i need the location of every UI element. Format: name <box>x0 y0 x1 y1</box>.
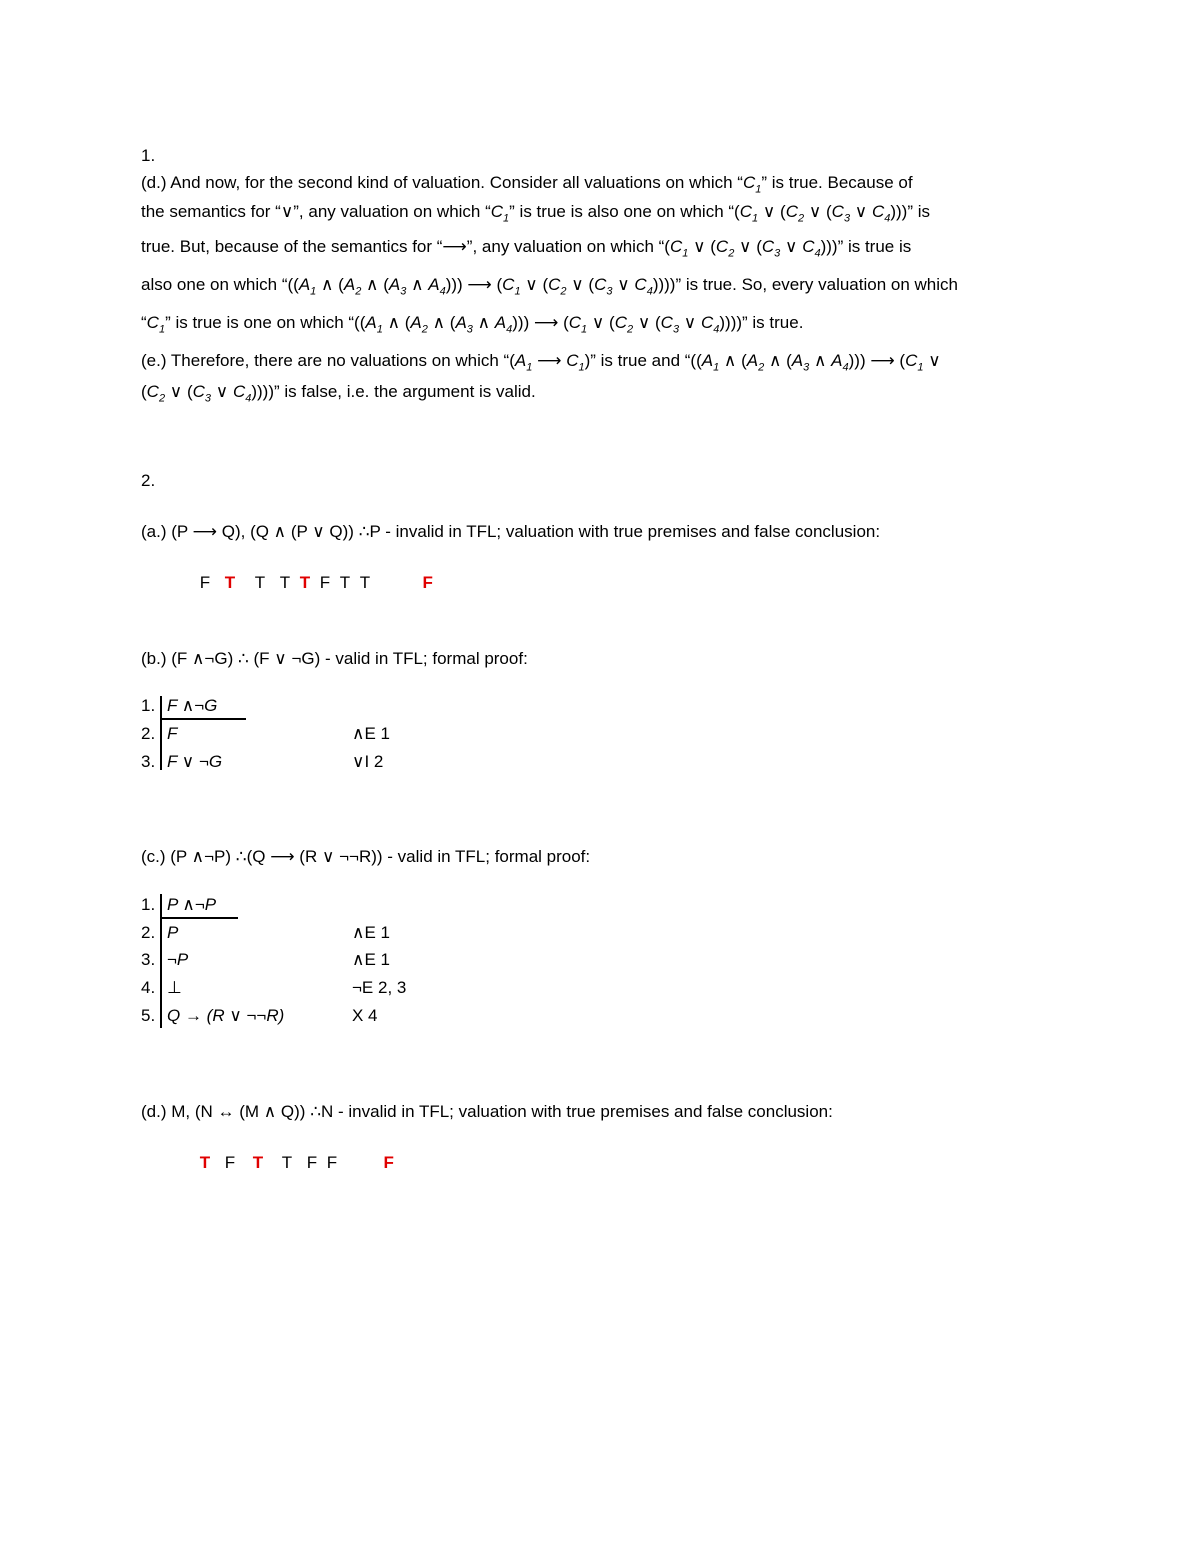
proof-formula: P <box>167 923 179 942</box>
valuation-cell: F <box>224 1153 236 1172</box>
proof-formula: F ∧¬G <box>167 696 218 715</box>
label: (d.) <box>141 1102 167 1121</box>
problem-b-statement: (b.) (F ∧¬G) ∴ (F ∨ ¬G) - valid in TFL; formal proof: <box>141 649 528 668</box>
proof-line-number: 2. <box>141 923 156 942</box>
valuation-cell: T <box>254 573 266 592</box>
section-2-number: 2. <box>141 471 156 490</box>
proof-line-number: 2. <box>141 724 156 743</box>
section-1d-line-4: also one on which “(($A_1$ ∧ ($A_2$ ∧ ($A_3$ ∧ $A_4$))) ⟶ ($C_1$ ∨ ($C_2$ ∨ ($C_3$ ∨ $C_4$))))” is true. So, every valuation on which <box>141 275 958 298</box>
proof-justification: ∧E 1 <box>352 724 390 743</box>
proof-line-number: 4. <box>141 978 156 997</box>
label: (d.) <box>141 173 167 192</box>
valuation-cell: T <box>359 573 371 592</box>
section-1e-line-1: (e.) Therefore, there are no valuations on which “($A_1$ ⟶ $C_1$)” is true and “(($A_1$ ∧ ($A_2$ ∧ ($A_3$ ∧ $A_4$))) ⟶ ($C_1$ ∨ <box>141 351 941 374</box>
proof-formula: Q → (R ∨ ¬¬R) <box>167 1006 285 1025</box>
valuation-cell: F <box>199 573 211 592</box>
section-1-number: 1. <box>141 146 156 165</box>
proof-line-number: 3. <box>141 950 156 969</box>
section-1d-line-3: true. But, because of the semantics for “⟶”, any valuation on which “($C_1$ ∨ ($C_2$ ∨ ($C_3$ ∨ $C_4$)))” is true is <box>141 237 912 260</box>
proof-justification: ¬E 2, 3 <box>352 978 407 997</box>
problem-a-valuation <box>176 553 433 613</box>
valuation-cell: T <box>281 1153 293 1172</box>
proof-line-number: 5. <box>141 1006 156 1025</box>
label: (e.) <box>141 351 167 370</box>
problem-d-valuation <box>175 1133 394 1193</box>
valuation-cell: T <box>299 573 311 592</box>
proof-formula: F <box>167 724 178 743</box>
valuation-cell: T <box>252 1153 264 1172</box>
valuation-cell: T <box>224 573 236 592</box>
valuation-cell: F <box>319 573 331 592</box>
section-1d-line-1: (d.) And now, for the second kind of valuation. Consider all valuations on which “$C_1$” is true. Because of <box>141 173 913 196</box>
valuation-cell: F <box>306 1153 318 1172</box>
section-1d-line-2: the semantics for “∨”, any valuation on which “$C_1$” is true is also one on which “($C_1$ ∨ ($C_2$ ∨ ($C_3$ ∨ $C_4$)))” is <box>141 202 931 225</box>
section-1e-line-2: ($C_2$ ∨ ($C_3$ ∨ $C_4$))))” is false, i.e. the argument is valid. <box>141 382 536 405</box>
section-1d-line-5: “$C_1$” is true is one on which “(($A_1$ ∧ ($A_2$ ∧ ($A_3$ ∧ $A_4$))) ⟶ ($C_1$ ∨ ($C_2$ ∨ ($C_3$ ∨ $C_4$))))” is true. <box>141 313 804 336</box>
proof-line-number: 1. <box>141 895 156 914</box>
problem-c-statement: (c.) (P ∧¬P) ∴(Q ⟶ (R ∨ ¬¬R)) - valid in TFL; formal proof: <box>141 847 591 866</box>
proof-formula: ¬P <box>167 950 189 969</box>
label: (c.) <box>141 847 166 866</box>
proof-formula: F ∨ ¬G <box>167 752 223 771</box>
valuation-cell: T <box>199 1153 211 1172</box>
proof-line-number: 3. <box>141 752 156 771</box>
proof-formula: P ∧¬P <box>167 895 217 914</box>
problem-d-statement: (d.) M, (N ↔ (M ∧ Q)) ∴N - invalid in TFL; valuation with true premises and false conclusion: <box>141 1102 833 1121</box>
valuation-cell: F <box>326 1153 338 1172</box>
valuation-cell: F <box>422 573 433 592</box>
label: (b.) <box>141 649 167 668</box>
proof-line-number: 1. <box>141 696 156 715</box>
proof-justification: ∧E 1 <box>352 923 390 942</box>
proof-justification: X 4 <box>352 1006 378 1025</box>
valuation-cell: T <box>279 573 291 592</box>
label: (a.) <box>141 522 167 541</box>
proof-justification: ∨I 2 <box>352 752 384 771</box>
valuation-cell: F <box>383 1153 394 1172</box>
valuation-cell: T <box>339 573 351 592</box>
proof-justification: ∧E 1 <box>352 950 390 969</box>
problem-a-statement: (a.) (P ⟶ Q), (Q ∧ (P ∨ Q)) ∴P - invalid in TFL; valuation with true premises and false conclusion: <box>141 522 881 541</box>
proof-formula: ⊥ <box>167 978 182 997</box>
